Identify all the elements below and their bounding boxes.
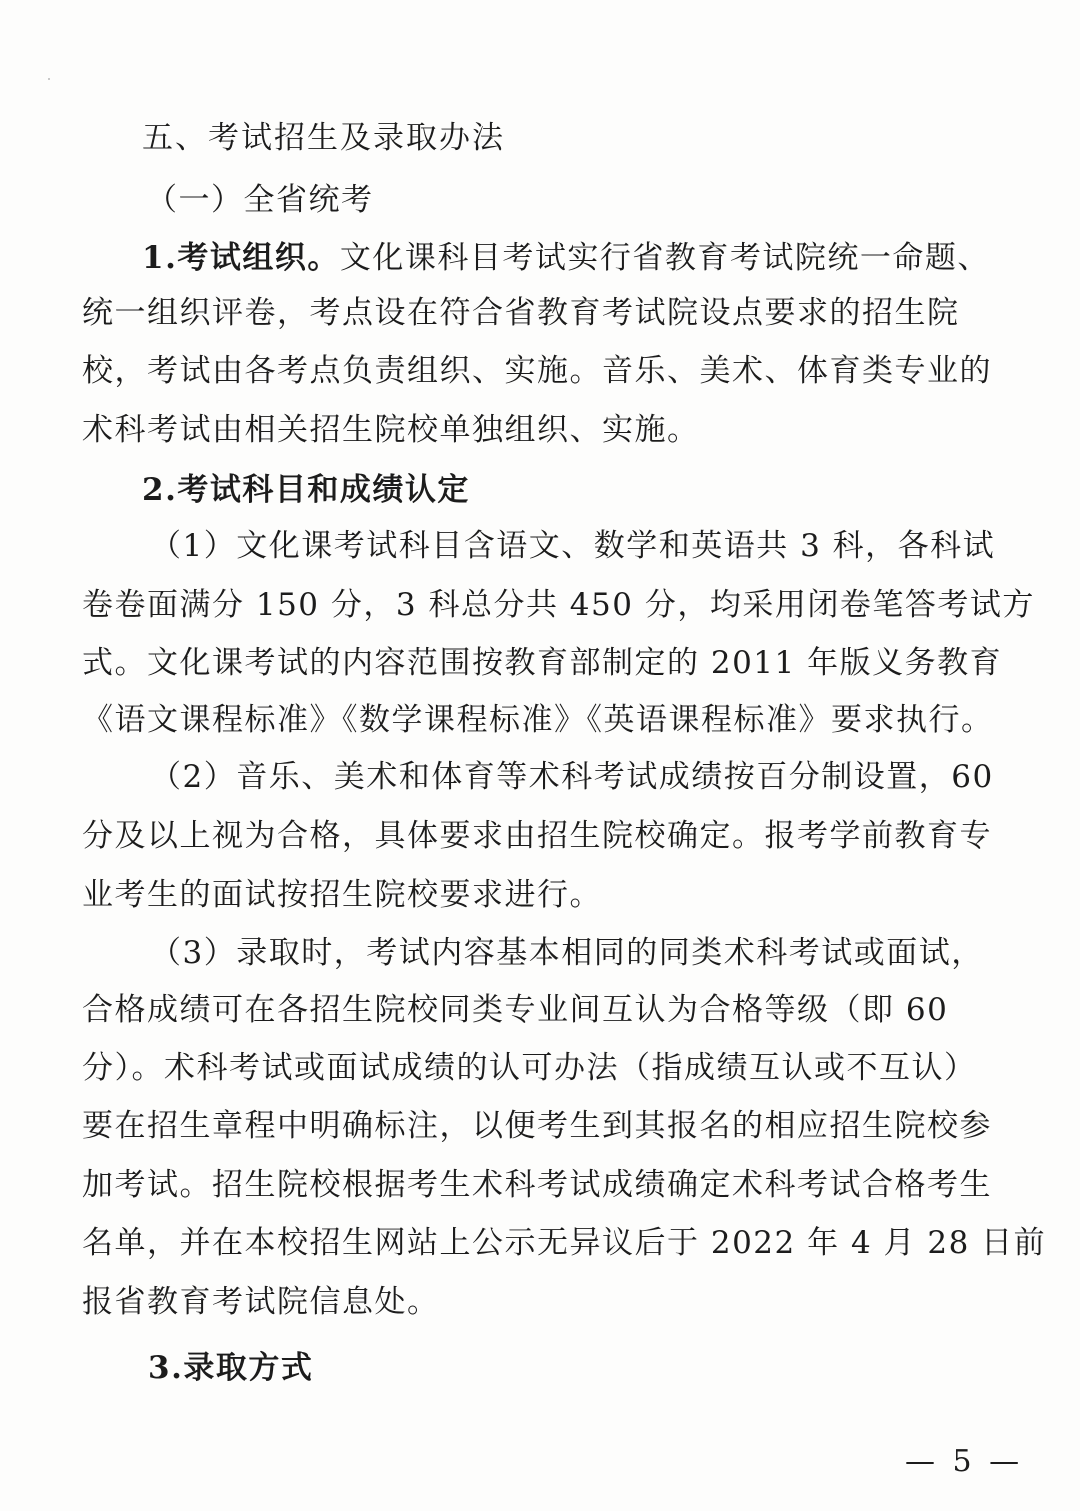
paragraph-line: 卷卷面满分 150 分，3 科总分共 450 分，均采用闭卷笔答考试方: [82, 587, 1035, 623]
paragraph-line: 式。文化课考试的内容范围按教育部制定的 2011 年版义务教育: [82, 645, 1003, 681]
paragraph-line: 校，考试由各考点负责组织、实施。音乐、美术、体育类专业的: [82, 353, 992, 389]
page-number: — 5 —: [905, 1444, 1024, 1479]
paragraph-line: 报省教育考试院信息处。: [82, 1284, 440, 1320]
paragraph-line: 业考生的面试按招生院校要求进行。: [82, 877, 602, 913]
paragraph-line: 术科考试由相关招生院校单独组织、实施。: [82, 412, 700, 448]
item-3-label: 3.录取方式: [148, 1350, 314, 1386]
paragraph-line: 合格成绩可在各招生院校同类专业间互认为合格等级（即 60: [82, 992, 949, 1028]
paragraph-line: [142, 238, 990, 278]
item-1-text: 文化课科目考试实行省教育考试院统一命题、: [339, 240, 990, 276]
paragraph-line: 名单，并在本校招生网站上公示无异议后于 2022 年 4 月 28 日前: [82, 1225, 1047, 1261]
subsection-title: （一）全省统考: [146, 182, 374, 218]
paragraph-line: 分）。术科考试或面试成绩的认可办法（指成绩互认或不互认）: [82, 1050, 977, 1086]
section-title: 五、考试招生及录取办法: [142, 120, 505, 156]
paragraph-line: 要在招生章程中明确标注，以便考生到其报名的相应招生院校参: [82, 1108, 992, 1144]
scan-speck: [48, 78, 50, 80]
item-1-label: 1.考试组织。: [142, 240, 340, 276]
paragraph-line: 分及以上视为合格，具体要求由招生院校确定。报考学前教育专: [82, 818, 992, 854]
paragraph-line: （3）录取时，考试内容基本相同的同类术科考试或面试，: [150, 935, 984, 971]
paragraph-line: 加考试。招生院校根据考生术科考试成绩确定术科考试合格考生: [82, 1167, 992, 1203]
paragraph-line: （1）文化课考试科目含语文、数学和英语共 3 科，各科试: [150, 528, 996, 564]
item-2-label: 2.考试科目和成绩认定: [142, 472, 470, 508]
paragraph-line: 统一组织评卷，考点设在符合省教育考试院设点要求的招生院: [82, 295, 960, 331]
paragraph-line: 《语文课程标准》《数学课程标准》《英语课程标准》要求执行。: [82, 702, 994, 738]
paragraph-line: （2）音乐、美术和体育等术科考试成绩按百分制设置，60: [150, 759, 994, 795]
